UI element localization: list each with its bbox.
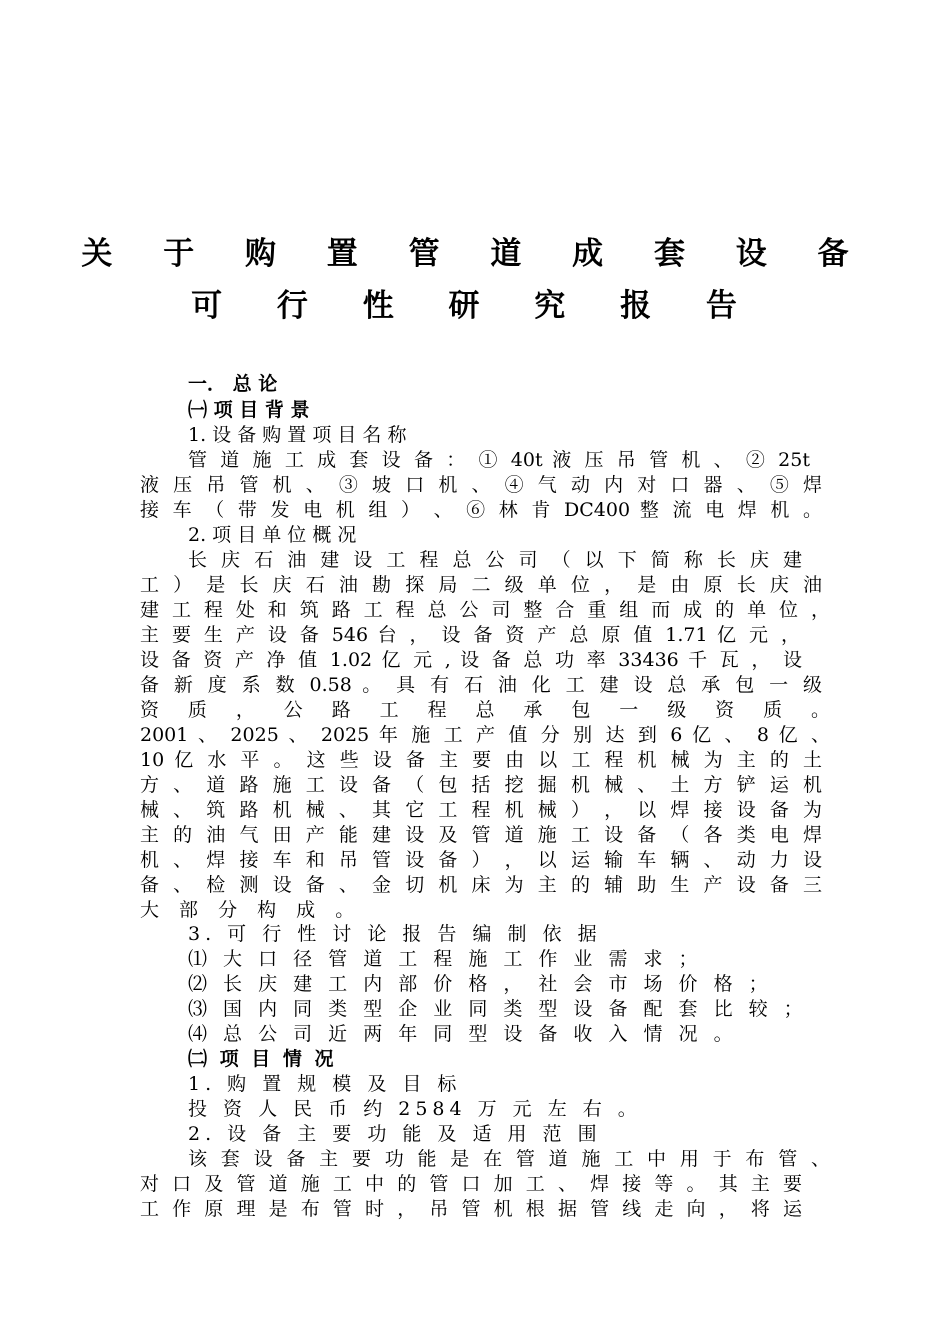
- paragraph-line: 10 亿 水 平 。 这 些 设 备 主 要 由 以 工 程 机 械 为 主 的 土: [140, 749, 822, 771]
- item-heading-scale: 1. 购 置 规 模 及 目 标: [188, 1073, 462, 1095]
- paragraph-line: 方 、 道 路 施 工 设 备 （ 包 括 挖 掘 机 械 、 土 方 铲 运 机: [140, 774, 822, 796]
- paragraph-line: 投 资 人 民 币 约 2584 万 元 左 右 。: [188, 1098, 642, 1120]
- paragraph-line: 设 备 资 产 净 值 1.02 亿 元 , 设 备 总 功 率 33436 千 瓦 ， 设: [140, 649, 802, 671]
- paragraph-line: 资 质 ， 公 路 工 程 总 承 包 一 级 资 质 。: [140, 699, 830, 721]
- paragraph-line: 对 口 及 管 道 施 工 中 的 管 口 加 工 、 焊 接 等 。 其 主 要: [140, 1173, 802, 1195]
- item-heading-functions: 2. 设 备 主 要 功 能 及 适 用 范 围: [188, 1123, 602, 1145]
- paragraph-line: 长 庆 石 油 建 设 工 程 总 公 司 （ 以 下 简 称 长 庆 建: [188, 549, 802, 571]
- paragraph-line: 主 的 油 气 田 产 能 建 设 及 管 道 施 工 设 备 （ 各 类 电 焊: [140, 824, 822, 846]
- section-heading-overview: 一． 总 论: [188, 373, 278, 395]
- document-title-line-1: 关 于 购 置 管 道 成 套 设 备: [81, 236, 869, 272]
- paragraph-line: 接 车 （ 带 发 电 机 组 ） 、 ⑥ 林 肯 DC400 整 流 电 焊 机 。: [140, 499, 822, 521]
- list-item: ⑷ 总 公 司 近 两 年 同 型 设 备 收 入 情 况 。: [188, 1023, 738, 1045]
- item-heading-project-name: 1. 设 备 购 置 项 目 名 称: [188, 424, 407, 446]
- item-heading-basis: 3. 可 行 性 讨 论 报 告 编 制 依 据: [188, 923, 602, 945]
- subsection-heading-project-status: ㈡ 项 目 情 况: [188, 1048, 337, 1070]
- subsection-heading-background: ㈠ 项 目 背 景: [188, 399, 310, 421]
- paragraph-line: 工 ） 是 长 庆 石 油 勘 探 局 二 级 单 位 ， 是 由 原 长 庆 油: [140, 574, 822, 596]
- paragraph-line: 大 部 分 构 成 。: [140, 899, 362, 921]
- list-item: ⑶ 国 内 同 类 型 企 业 同 类 型 设 备 配 套 比 较 ；: [188, 998, 808, 1020]
- paragraph-line: 2001 、 2025 、 2025 年 施 工 产 值 分 别 达 到 6 亿 、 8 亿 、: [140, 724, 830, 746]
- paragraph-line: 备 新 度 系 数 0.58 。 具 有 石 油 化 工 建 设 总 承 包 一 级: [140, 674, 822, 696]
- list-item: ⑵ 长 庆 建 工 内 部 价 格 ， 社 会 市 场 价 格 ；: [188, 973, 773, 995]
- paragraph-line: 械 、 筑 路 机 械 、 其 它 工 程 机 械 ） ， 以 焊 接 设 备 为: [140, 799, 822, 821]
- paragraph-line: 管 道 施 工 成 套 设 备 ： ① 40t 液 压 吊 管 机 、 ② 25t: [188, 449, 810, 471]
- list-item: ⑴ 大 口 径 管 道 工 程 施 工 作 业 需 求 ；: [188, 948, 703, 970]
- item-heading-unit-overview: 2. 项 目 单 位 概 况: [188, 524, 357, 546]
- paragraph-line: 该 套 设 备 主 要 功 能 是 在 管 道 施 工 中 用 于 布 管 、: [188, 1148, 830, 1170]
- paragraph-line: 工 作 原 理 是 布 管 时 ， 吊 管 机 根 据 管 线 走 向 ， 将 运: [140, 1198, 802, 1220]
- paragraph-line: 机 、 焊 接 车 和 吊 管 设 备 ） ， 以 运 输 车 辆 、 动 力 设: [140, 849, 822, 871]
- paragraph-line: 建 工 程 处 和 筑 路 工 程 总 公 司 整 合 重 组 而 成 的 单 位 ，: [140, 599, 830, 621]
- paragraph-line: 液 压 吊 管 机 、 ③ 坡 口 机 、 ④ 气 动 内 对 口 器 、 ⑤ 焊: [140, 474, 822, 496]
- document-title-line-2: 可 行 性 研 究 报 告: [191, 288, 759, 324]
- paragraph-line: 主 要 生 产 设 备 546 台 ， 设 备 资 产 总 原 值 1.71 亿 元 ，: [140, 624, 800, 646]
- paragraph-line: 备 、 检 测 设 备 、 金 切 机 床 为 主 的 辅 助 生 产 设 备 三: [140, 874, 822, 896]
